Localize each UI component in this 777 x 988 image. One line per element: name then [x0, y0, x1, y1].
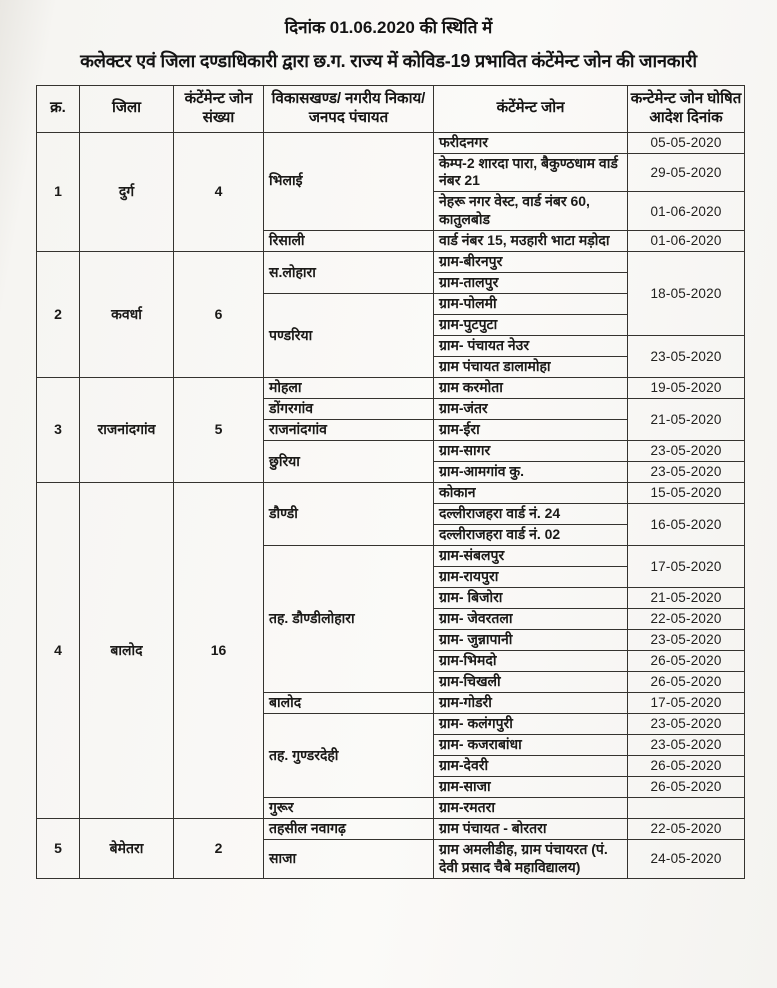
zone-cell: फरीदनगर	[434, 132, 628, 153]
header-row	[37, 86, 745, 133]
district-cell: राजनांदगांव	[80, 378, 174, 483]
block-cell: स.लोहारा	[264, 252, 434, 294]
block-cell: छुरिया	[264, 441, 434, 483]
zone-cell: वार्ड नंबर 15, मउहारी भाटा मड़ोदा	[434, 231, 628, 252]
zone-cell: ग्राम-देवरी	[434, 756, 628, 777]
table-row	[37, 483, 745, 504]
block-cell: रिसाली	[264, 231, 434, 252]
date-cell: 21-05-2020	[628, 399, 745, 441]
table-row	[37, 252, 745, 273]
block-cell: डौण्डी	[264, 483, 434, 546]
date-cell: 19-05-2020	[628, 378, 745, 399]
header-containment-zone: कंटेंमेन्ट जोन	[434, 86, 628, 133]
zone-cell: ग्राम-आमगांव कु.	[434, 462, 628, 483]
block-cell: तह. गुण्डरदेही	[264, 714, 434, 798]
zone-cell: ग्राम-संबलपुर	[434, 546, 628, 567]
zone-cell: ग्राम-तालपुर	[434, 273, 628, 294]
table-header	[37, 86, 745, 133]
zone-cell: ग्राम-पुटपुटा	[434, 315, 628, 336]
zone-cell: ग्राम पंचायत - बोरतरा	[434, 819, 628, 840]
serial-cell: 3	[37, 378, 80, 483]
date-cell: 26-05-2020	[628, 756, 745, 777]
date-cell: 16-05-2020	[628, 504, 745, 546]
count-cell: 4	[174, 132, 264, 252]
block-cell: बालोद	[264, 693, 434, 714]
serial-cell: 1	[37, 132, 80, 252]
block-cell: पण्डरिया	[264, 294, 434, 378]
zone-cell: ग्राम- पंचायत नेउर	[434, 336, 628, 357]
date-cell: 01-06-2020	[628, 231, 745, 252]
zone-cell: ग्राम- जुन्नापानी	[434, 630, 628, 651]
date-cell: 22-05-2020	[628, 819, 745, 840]
table-row	[37, 132, 745, 153]
date-cell: 26-05-2020	[628, 651, 745, 672]
document-date-title: दिनांक 01.06.2020 की स्थिति में	[284, 18, 493, 37]
block-cell: भिलाई	[264, 132, 434, 231]
zone-cell: ग्राम अमलीडीह, ग्राम पंचायरत (पं. देवी प्रसाद चैबे महाविद्यालय)	[434, 840, 628, 879]
district-cell: दुर्ग	[80, 132, 174, 252]
date-cell: 26-05-2020	[628, 672, 745, 693]
date-cell: 15-05-2020	[628, 483, 745, 504]
block-cell: डोंगरगांव	[264, 399, 434, 420]
district-cell: बेमेतरा	[80, 819, 174, 879]
zone-cell: ग्राम-गोडरी	[434, 693, 628, 714]
date-cell: 24-05-2020	[628, 840, 745, 879]
block-cell: साजा	[264, 840, 434, 879]
header-serial: क्र.	[37, 86, 80, 133]
zone-cell: ग्राम-चिखली	[434, 672, 628, 693]
containment-zone-table	[36, 85, 745, 879]
serial-cell: 5	[37, 819, 80, 879]
zone-cell: दल्लीराजहरा वार्ड नं. 24	[434, 504, 628, 525]
date-cell: 23-05-2020	[628, 462, 745, 483]
district-cell: कवर्धा	[80, 252, 174, 378]
header-zone-count: कंटेंमेन्ट जोन संख्या	[174, 86, 264, 133]
district-cell: बालोद	[80, 483, 174, 819]
zone-cell: ग्राम पंचायत डालामोहा	[434, 357, 628, 378]
header-order-date: कन्टेमेन्ट जोन घोषित आदेश दिनांक	[628, 86, 745, 133]
count-cell: 5	[174, 378, 264, 483]
date-cell: 18-05-2020	[628, 252, 745, 336]
zone-cell: ग्राम-रायपुरा	[434, 567, 628, 588]
block-cell: तह. डौण्डीलोहारा	[264, 546, 434, 693]
zone-cell: ग्राम करमोता	[434, 378, 628, 399]
date-cell: 01-06-2020	[628, 192, 745, 231]
zone-cell: केम्प-2 शारदा पारा, बैकुण्ठधाम वार्ड नंबर 21	[434, 153, 628, 192]
block-cell: गुरूर	[264, 798, 434, 819]
date-cell: 17-05-2020	[628, 546, 745, 588]
count-cell: 2	[174, 819, 264, 879]
date-cell: 21-05-2020	[628, 588, 745, 609]
zone-cell: ग्राम- जेवरतला	[434, 609, 628, 630]
serial-cell: 2	[37, 252, 80, 378]
serial-cell: 4	[37, 483, 80, 819]
zone-cell: ग्राम-ईरा	[434, 420, 628, 441]
table-row	[37, 378, 745, 399]
date-cell: 23-05-2020	[628, 735, 745, 756]
zone-cell: ग्राम- कजराबांधा	[434, 735, 628, 756]
date-cell: 23-05-2020	[628, 441, 745, 462]
zone-cell: ग्राम-भिमदो	[434, 651, 628, 672]
date-cell	[628, 798, 745, 819]
zone-cell: दल्लीराजहरा वार्ड नं. 02	[434, 525, 628, 546]
zone-cell: ग्राम-सागर	[434, 441, 628, 462]
date-cell: 23-05-2020	[628, 630, 745, 651]
date-cell: 17-05-2020	[628, 693, 745, 714]
date-cell: 23-05-2020	[628, 714, 745, 735]
table-row	[37, 819, 745, 840]
header-district: जिला	[80, 86, 174, 133]
zone-cell: नेहरू नगर वेस्ट, वार्ड नंबर 60, कातुलबोड	[434, 192, 628, 231]
zone-cell: कोकान	[434, 483, 628, 504]
zone-cell: ग्राम-रमतरा	[434, 798, 628, 819]
document-main-title: कलेक्टर एवं जिला दण्डाधिकारी द्वारा छ.ग. राज्य में कोविड-19 प्रभावित कंटेंमेन्ट जोन की जानकारी	[80, 51, 697, 71]
block-cell: मोहला	[264, 378, 434, 399]
zone-cell: ग्राम-बीरनपुर	[434, 252, 628, 273]
zone-cell: ग्राम- बिजोरा	[434, 588, 628, 609]
block-cell: राजनांदगांव	[264, 420, 434, 441]
count-cell: 16	[174, 483, 264, 819]
date-cell: 23-05-2020	[628, 336, 745, 378]
header-block-body: विकासखण्ड/ नगरीय निकाय/ जनपद पंचायत	[264, 86, 434, 133]
zone-cell: ग्राम-पोलमी	[434, 294, 628, 315]
zone-cell: ग्राम- कलंगपुरी	[434, 714, 628, 735]
block-cell: तहसील नवागढ़	[264, 819, 434, 840]
date-cell: 29-05-2020	[628, 153, 745, 192]
date-cell: 05-05-2020	[628, 132, 745, 153]
count-cell: 6	[174, 252, 264, 378]
date-cell: 26-05-2020	[628, 777, 745, 798]
zone-cell: ग्राम-जंतर	[434, 399, 628, 420]
date-cell: 22-05-2020	[628, 609, 745, 630]
zone-cell: ग्राम-साजा	[434, 777, 628, 798]
containment-table-body	[37, 132, 745, 878]
